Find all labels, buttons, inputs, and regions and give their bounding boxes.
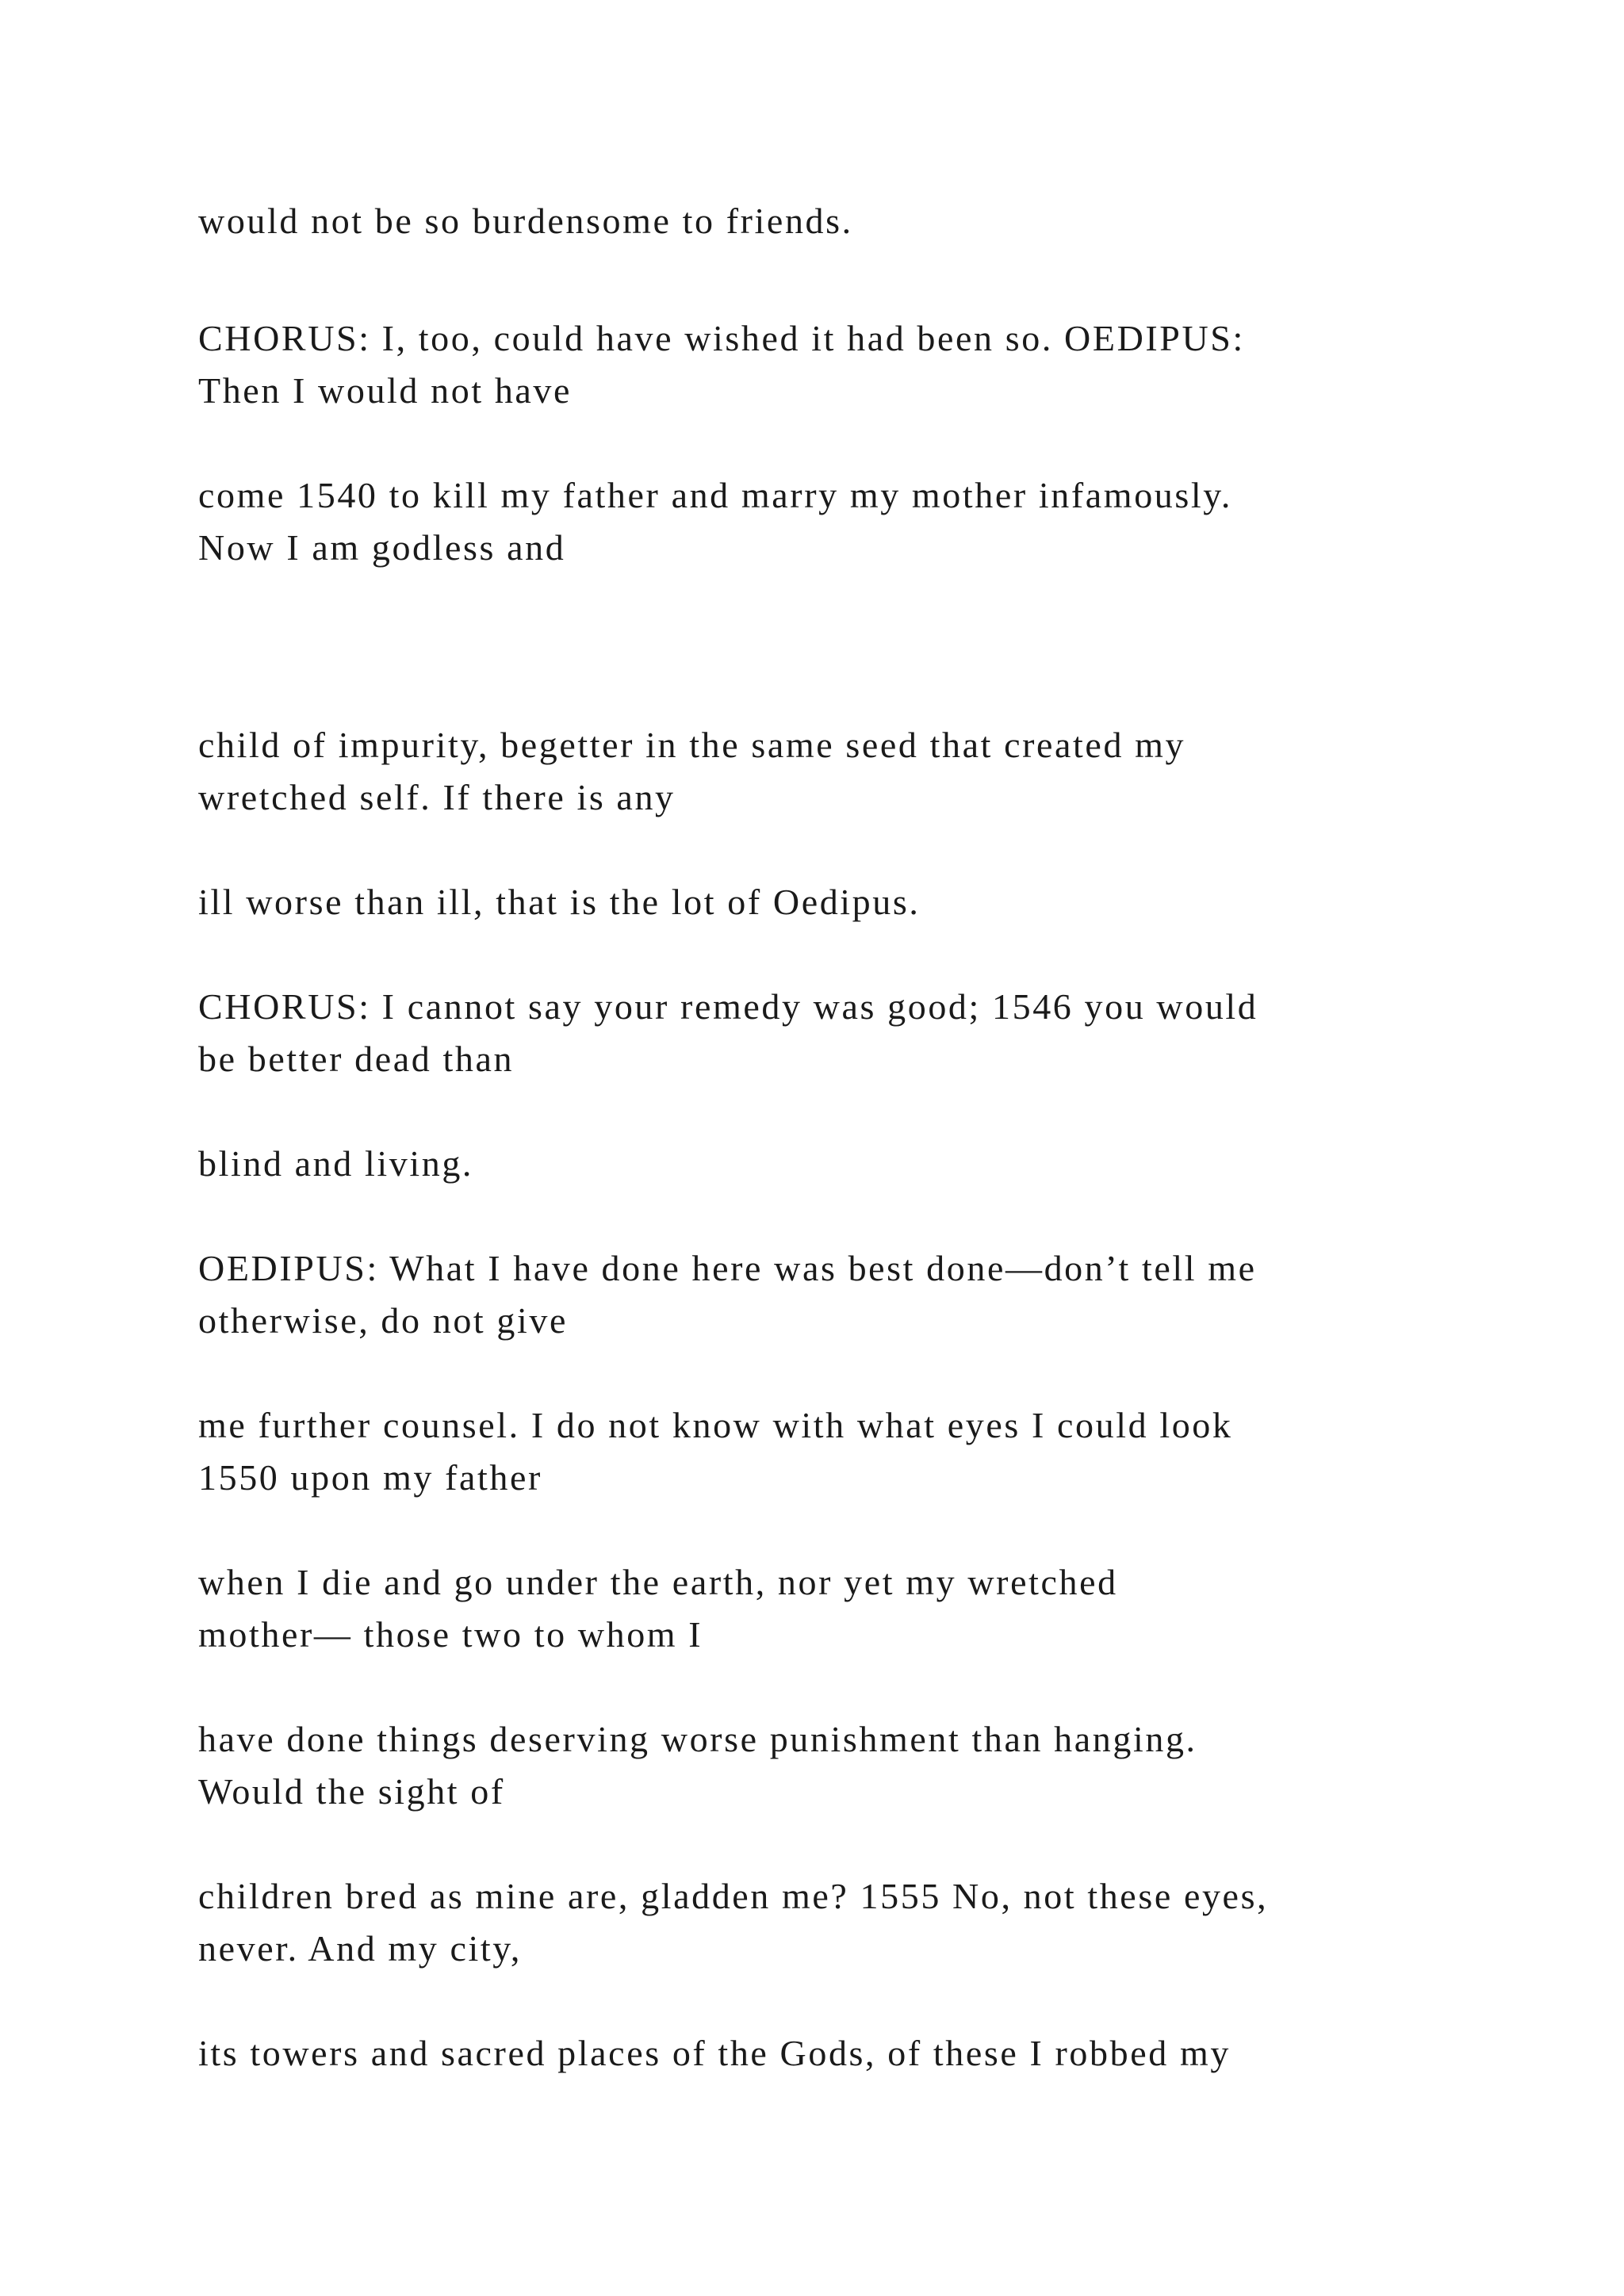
paragraph: CHORUS: I cannot say your remedy was good; 1546 you would be better dead than <box>198 986 1258 1079</box>
paragraph: child of impurity, begetter in the same seed that created my wretched self. If there is any <box>198 725 1186 817</box>
paragraph: its towers and sacred places of the Gods, of these I robbed my <box>198 2033 1231 2073</box>
paragraph: would not be so burdensome to friends. <box>198 201 853 241</box>
paragraph: OEDIPUS: What I have done here was best done—don’t tell me otherwise, do not give <box>198 1248 1257 1341</box>
paragraph: CHORUS: I, too, could have wished it had been so. OEDIPUS: Then I would not have <box>198 318 1245 411</box>
paragraph: come 1540 to kill my father and marry my mother infamously. Now I am godless and <box>198 475 1232 568</box>
paragraph: have done things deserving worse punishment than hanging. Would the sight of <box>198 1719 1197 1812</box>
paragraph: ill worse than ill, that is the lot of Oedipus. <box>198 882 921 922</box>
paragraph: blind and living. <box>198 1143 474 1184</box>
paragraph: me further counsel. I do not know with what eyes I could look 1550 upon my father <box>198 1405 1233 1498</box>
paragraph: when I die and go under the earth, nor yet my wretched mother— those two to whom I <box>198 1562 1118 1655</box>
paragraph: children bred as mine are, gladden me? 1555 No, not these eyes, never. And my city, <box>198 1876 1269 1969</box>
